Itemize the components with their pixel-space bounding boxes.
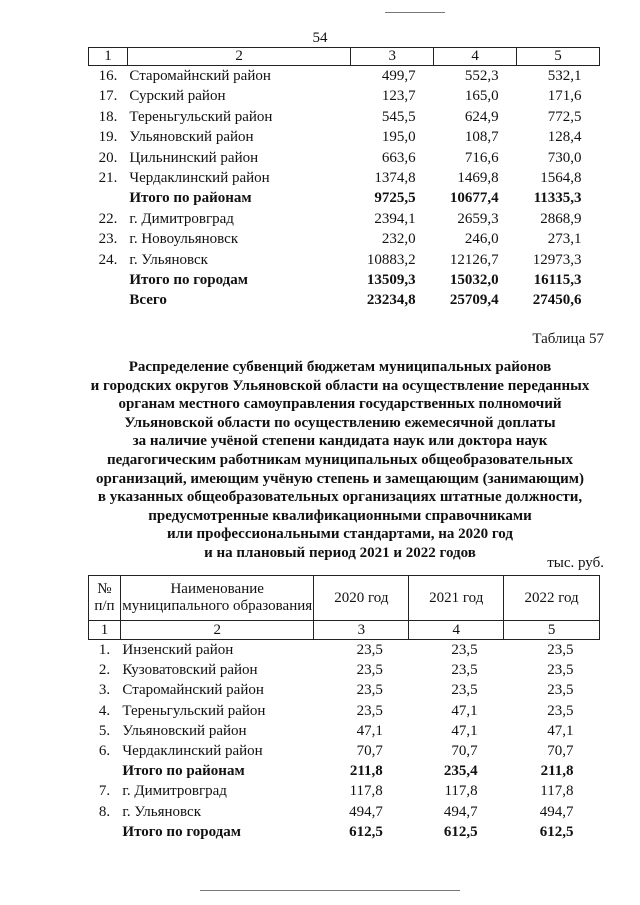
header-cell: 2 <box>127 48 350 66</box>
row-name: Инзенский район <box>122 642 234 658</box>
row-name: г. Ульяновск <box>122 803 201 820</box>
row-value-1: 23,5 <box>356 642 383 658</box>
total-row <box>89 290 600 310</box>
table-row <box>89 701 600 721</box>
row-value-2: 624,9 <box>464 108 499 125</box>
row-value-1: 70,7 <box>356 743 383 760</box>
top-table <box>88 47 600 311</box>
row-value-2: 15032,0 <box>449 272 499 289</box>
row-value-3: 772,5 <box>547 108 582 125</box>
row-value-1: 23,5 <box>356 662 383 679</box>
row-value-1: 47,1 <box>356 722 383 739</box>
row-value-1: 2394,1 <box>374 210 416 227</box>
row-value-1: 13509,3 <box>366 272 416 289</box>
index-cell: 1 <box>89 621 121 640</box>
bottom-table <box>88 575 600 842</box>
title-line: предусмотренные квалификационными справочниками <box>148 507 532 524</box>
row-name: Ульяновский район <box>129 129 254 146</box>
row-number: 6. <box>98 743 111 760</box>
header-name-line1: Наименование <box>170 581 264 597</box>
row-value-1: 23234,8 <box>366 292 416 309</box>
row-value-1: 1374,8 <box>374 170 416 187</box>
table-label: Таблица 57 <box>532 331 604 347</box>
row-name: Всего <box>129 292 167 309</box>
row-number: 21. <box>98 170 118 187</box>
row-value-3: 16115,3 <box>533 272 582 289</box>
row-number: 17. <box>98 88 118 105</box>
row-name: Старомайнский район <box>129 68 271 84</box>
row-value-3: 211,8 <box>540 763 574 780</box>
row-value-2: 25709,4 <box>449 292 499 309</box>
row-number: 16. <box>98 68 118 84</box>
row-value-2: 23,5 <box>451 642 478 658</box>
row-value-3: 23,5 <box>547 662 574 679</box>
row-value-2: 552,3 <box>464 68 499 84</box>
page-number: 54 <box>312 30 328 46</box>
row-value-1: 195,0 <box>381 129 416 146</box>
row-number: 3. <box>98 682 111 699</box>
table-row <box>89 168 600 188</box>
row-value-3: 494,7 <box>539 803 574 820</box>
row-value-2: 494,7 <box>443 803 478 820</box>
bottom-table-header <box>89 576 600 621</box>
row-number: 8. <box>98 803 111 820</box>
row-value-1: 612,5 <box>349 823 383 840</box>
table-row <box>89 148 600 168</box>
index-cell: 5 <box>504 621 600 640</box>
total-row <box>89 761 600 781</box>
row-name: Тереньгульский район <box>122 702 266 719</box>
row-number <box>89 188 128 208</box>
row-value-2: 23,5 <box>451 682 478 699</box>
header-num-line2: п/п <box>94 598 115 614</box>
row-number: 24. <box>98 251 118 268</box>
row-value-1: 9725,5 <box>374 190 416 207</box>
table-row <box>89 721 600 741</box>
header-name <box>120 576 314 621</box>
header-year-2021: 2021 год <box>409 576 504 621</box>
row-number: 5. <box>98 722 111 739</box>
row-value-1: 10883,2 <box>366 251 416 268</box>
row-name: г. Ульяновск <box>129 251 208 268</box>
row-value-3: 27450,6 <box>532 292 582 309</box>
row-value-3: 128,4 <box>547 129 582 146</box>
title-line: Ульяновской области по осуществлению ежемесячной доплаты <box>124 414 556 431</box>
row-value-3: 171,6 <box>547 88 582 105</box>
row-value-3: 12973,3 <box>532 251 582 268</box>
row-number <box>89 822 121 842</box>
units-label: тыс. руб. <box>547 555 604 571</box>
row-value-2: 246,0 <box>464 231 499 248</box>
row-value-2: 235,4 <box>443 763 478 780</box>
table-row <box>89 741 600 761</box>
bottom-table-index-row <box>89 621 600 640</box>
row-name: Итого по городам <box>129 272 248 289</box>
row-value-2: 23,5 <box>451 662 478 679</box>
row-name: Чердаклинский район <box>122 743 263 760</box>
total-row <box>89 270 600 290</box>
row-name: Старомайнский район <box>122 682 264 699</box>
row-name: Сурский район <box>129 88 226 105</box>
row-value-3: 273,1 <box>547 231 582 248</box>
row-name: Итого по районам <box>122 763 245 780</box>
title-line: органам местного самоуправления государственных полномочий <box>118 396 562 413</box>
title-line: и городских округов Ульяновской области на осуществление переданных <box>90 377 590 394</box>
row-name: Чердаклинский район <box>129 170 270 187</box>
row-value-2: 12126,7 <box>449 251 499 268</box>
table-row <box>89 680 600 700</box>
table-row <box>89 781 600 801</box>
row-name: г. Димитровград <box>122 783 227 800</box>
row-value-1: 663,6 <box>381 149 416 166</box>
row-value-2: 47,1 <box>451 702 478 719</box>
row-number <box>89 761 121 781</box>
row-value-3: 117,8 <box>540 783 574 800</box>
row-value-1: 494,7 <box>349 803 383 820</box>
row-number: 19. <box>98 129 118 146</box>
row-value-3: 730,0 <box>547 149 582 166</box>
scan-artifact-top <box>385 12 445 13</box>
row-value-3: 11335,3 <box>533 190 582 207</box>
row-value-1: 211,8 <box>349 763 383 780</box>
row-value-3: 2868,9 <box>540 210 582 227</box>
table-row <box>89 229 600 249</box>
header-num-line1: № <box>97 581 112 597</box>
header-year-2020: 2020 год <box>314 576 409 621</box>
table-row <box>89 802 600 822</box>
table-row <box>89 66 600 87</box>
row-value-2: 165,0 <box>464 88 499 105</box>
total-row <box>89 188 600 208</box>
header-cell: 1 <box>89 48 128 66</box>
row-value-2: 716,6 <box>464 149 499 166</box>
table-row <box>89 127 600 147</box>
row-value-2: 70,7 <box>451 743 478 760</box>
row-value-2: 108,7 <box>464 129 499 146</box>
row-value-2: 10677,4 <box>449 190 499 207</box>
header-cell: 5 <box>517 48 600 66</box>
top-table-header <box>89 48 600 66</box>
title-line: Распределение субвенций бюджетам муниципальных районов <box>128 359 552 375</box>
table-row <box>89 250 600 270</box>
scan-artifact-bottom <box>200 890 460 891</box>
row-number <box>89 290 128 310</box>
row-name: Тереньгульский район <box>129 108 273 125</box>
row-value-1: 499,7 <box>381 68 416 84</box>
row-value-2: 47,1 <box>451 722 478 739</box>
table-row <box>89 209 600 229</box>
row-value-2: 612,5 <box>443 823 478 840</box>
row-value-3: 23,5 <box>547 642 574 658</box>
total-row <box>89 822 600 842</box>
row-value-3: 1564,8 <box>540 170 582 187</box>
table-row <box>89 86 600 106</box>
index-cell: 4 <box>409 621 504 640</box>
row-number: 2. <box>98 662 111 679</box>
row-value-3: 70,7 <box>547 743 574 760</box>
table-row <box>89 660 600 680</box>
header-name-line2: муниципального образования <box>122 598 313 614</box>
row-name: г. Новоульяновск <box>129 231 239 248</box>
row-number: 4. <box>98 702 111 719</box>
row-number: 18. <box>98 108 118 125</box>
row-number: 23. <box>98 231 118 248</box>
row-value-3: 47,1 <box>547 722 574 739</box>
row-name: Кузоватовский район <box>122 662 258 679</box>
row-number: 1. <box>98 642 111 658</box>
row-value-3: 612,5 <box>539 823 574 840</box>
row-value-1: 23,5 <box>356 702 383 719</box>
header-cell: 3 <box>351 48 434 66</box>
row-value-3: 23,5 <box>547 702 574 719</box>
row-number: 22. <box>98 210 118 227</box>
row-value-2: 2659,3 <box>457 210 499 227</box>
title-line: или профессиональными стандартами, на 2020 год <box>167 526 513 543</box>
row-value-3: 532,1 <box>547 68 582 84</box>
row-name: Итого по городам <box>122 823 241 840</box>
header-cell: 4 <box>434 48 517 66</box>
title-line: организаций, имеющим учёную степень и замещающим (занимающим) <box>95 470 585 487</box>
row-name: Итого по районам <box>129 190 252 207</box>
title-line: за наличие учёной степени кандидата наук или доктора наук <box>132 433 548 450</box>
row-value-1: 545,5 <box>381 108 416 125</box>
title-line: и на плановый период 2021 и 2022 годов <box>204 544 476 561</box>
row-name: г. Димитровград <box>129 210 234 227</box>
row-number: 7. <box>98 783 111 800</box>
row-value-2: 1469,8 <box>457 170 499 187</box>
row-value-1: 23,5 <box>356 682 383 699</box>
index-cell: 3 <box>314 621 409 640</box>
row-value-1: 117,8 <box>349 783 383 800</box>
row-number: 20. <box>98 149 118 166</box>
header-year-2022: 2022 год <box>504 576 600 621</box>
row-value-1: 232,0 <box>381 231 416 248</box>
row-name: Цильнинский район <box>129 149 259 166</box>
table-row <box>89 640 600 661</box>
row-value-2: 117,8 <box>444 783 478 800</box>
title-line: педагогическим работникам муниципальных общеобразовательных <box>107 451 573 468</box>
header-num <box>89 576 121 621</box>
row-value-3: 23,5 <box>547 682 574 699</box>
index-cell: 2 <box>120 621 314 640</box>
row-number <box>89 270 128 290</box>
title-line: в указанных общеобразовательных организациях штатные должности, <box>97 489 583 506</box>
table-title <box>70 358 610 563</box>
table-row <box>89 107 600 127</box>
row-value-1: 123,7 <box>381 88 416 105</box>
row-name: Ульяновский район <box>122 722 247 739</box>
